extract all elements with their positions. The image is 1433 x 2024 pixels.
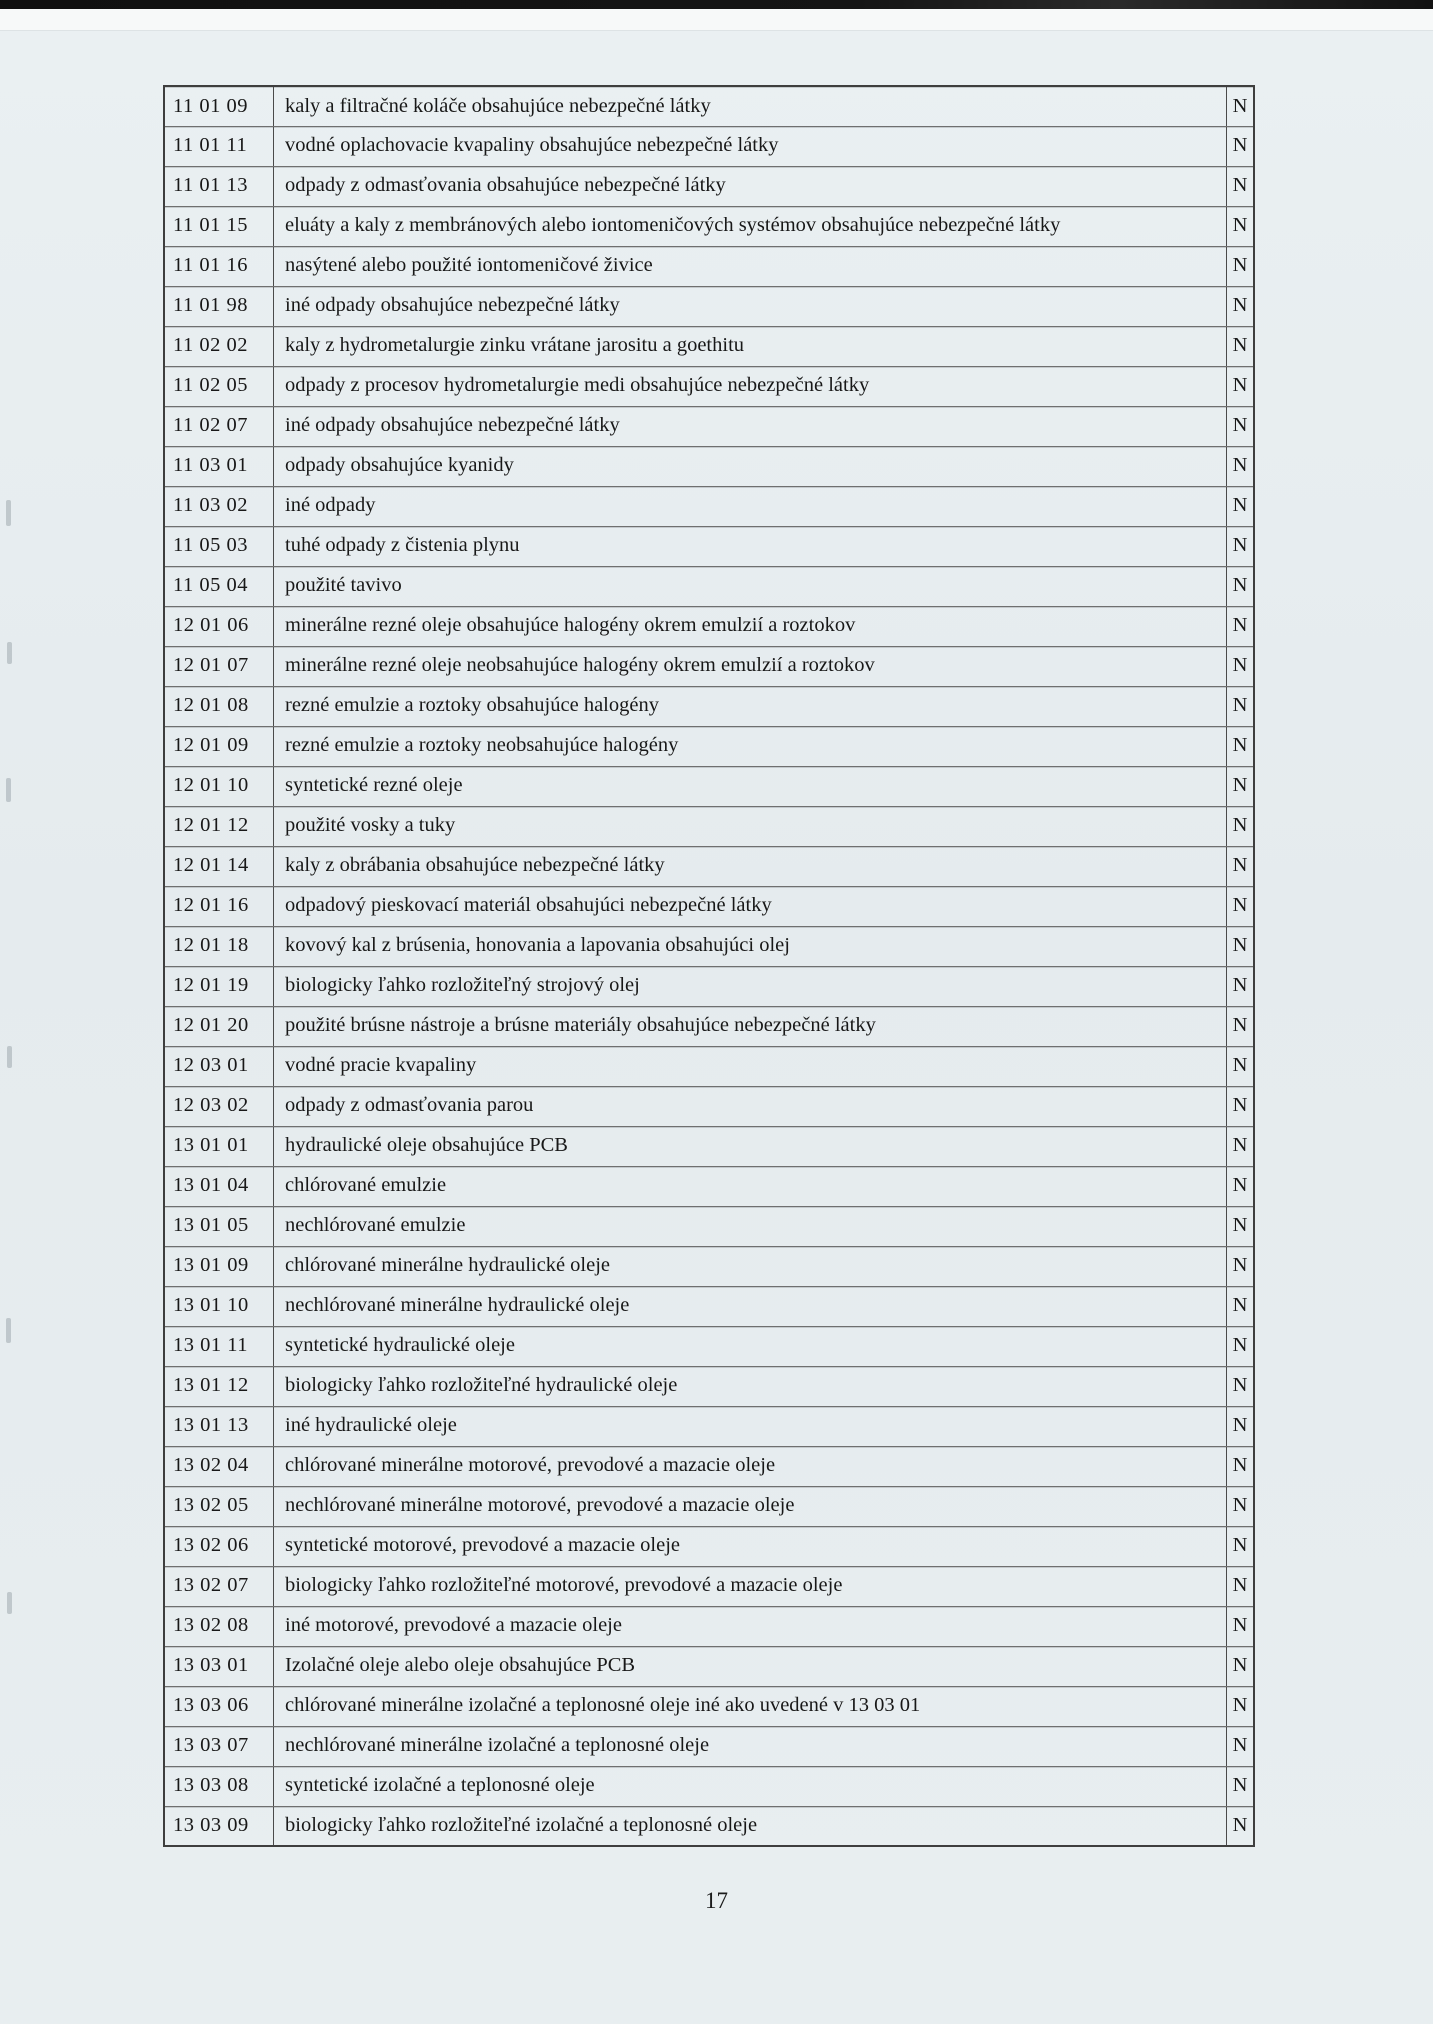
scan-edge-strip <box>0 9 1433 31</box>
scan-artifact-mark <box>6 778 11 802</box>
table-row <box>164 1126 1254 1166</box>
table-row <box>164 766 1254 806</box>
category-cell: N <box>1227 646 1255 686</box>
waste-code-cell: 13 02 04 <box>164 1446 274 1486</box>
table-row <box>164 1806 1254 1846</box>
waste-description-cell: kaly z obrábania obsahujúce nebezpečné látky <box>274 846 1227 886</box>
waste-code-cell: 13 03 09 <box>164 1806 274 1846</box>
waste-code-cell: 12 01 12 <box>164 806 274 846</box>
waste-code-cell: 12 01 08 <box>164 686 274 726</box>
table-row <box>164 406 1254 446</box>
waste-code-cell: 13 01 11 <box>164 1326 274 1366</box>
waste-description-cell: iné odpady <box>274 486 1227 526</box>
waste-code-cell: 12 03 01 <box>164 1046 274 1086</box>
waste-description-cell: tuhé odpady z čistenia plynu <box>274 526 1227 566</box>
table-row <box>164 206 1254 246</box>
waste-code-cell: 12 03 02 <box>164 1086 274 1126</box>
waste-description-cell: nechlórované minerálne hydraulické oleje <box>274 1286 1227 1326</box>
waste-code-cell: 13 01 10 <box>164 1286 274 1326</box>
waste-description-cell: nechlórované emulzie <box>274 1206 1227 1246</box>
waste-code-cell: 12 01 14 <box>164 846 274 886</box>
category-cell: N <box>1227 726 1255 766</box>
category-cell: N <box>1227 166 1255 206</box>
waste-code-cell: 13 03 01 <box>164 1646 274 1686</box>
waste-description-cell: eluáty a kaly z membránových alebo iontomeničových systémov obsahujúce nebezpečné látky <box>274 206 1227 246</box>
table-row <box>164 166 1254 206</box>
scan-artifact-mark <box>6 500 11 526</box>
table-row <box>164 366 1254 406</box>
table-row <box>164 1766 1254 1806</box>
waste-description-cell: syntetické hydraulické oleje <box>274 1326 1227 1366</box>
category-cell: N <box>1227 526 1255 566</box>
table-row <box>164 1566 1254 1606</box>
table-row <box>164 1166 1254 1206</box>
waste-code-cell: 13 02 05 <box>164 1486 274 1526</box>
waste-description-cell: iné hydraulické oleje <box>274 1406 1227 1446</box>
waste-description-cell: iné motorové, prevodové a mazacie oleje <box>274 1606 1227 1646</box>
scan-artifact-mark <box>7 1046 12 1068</box>
table-row <box>164 1526 1254 1566</box>
table-row <box>164 1246 1254 1286</box>
category-cell: N <box>1227 1006 1255 1046</box>
table-body <box>164 86 1254 1846</box>
waste-code-cell: 12 01 10 <box>164 766 274 806</box>
waste-code-cell: 11 01 13 <box>164 166 274 206</box>
table-row <box>164 1646 1254 1686</box>
waste-code-cell: 13 02 06 <box>164 1526 274 1566</box>
table-row <box>164 1606 1254 1646</box>
waste-description-cell: iné odpady obsahujúce nebezpečné látky <box>274 286 1227 326</box>
waste-description-cell: syntetické motorové, prevodové a mazacie oleje <box>274 1526 1227 1566</box>
waste-code-cell: 13 03 06 <box>164 1686 274 1726</box>
waste-description-cell: biologicky ľahko rozložiteľné izolačné a teplonosné oleje <box>274 1806 1227 1846</box>
category-cell: N <box>1227 1086 1255 1126</box>
category-cell: N <box>1227 1486 1255 1526</box>
category-cell: N <box>1227 566 1255 606</box>
waste-description-cell: nechlórované minerálne izolačné a teplonosné oleje <box>274 1726 1227 1766</box>
waste-code-table <box>163 85 1255 1847</box>
waste-code-cell: 11 01 09 <box>164 86 274 126</box>
waste-code-cell: 11 05 03 <box>164 526 274 566</box>
waste-code-cell: 13 01 13 <box>164 1406 274 1446</box>
waste-code-cell: 13 01 01 <box>164 1126 274 1166</box>
category-cell: N <box>1227 766 1255 806</box>
category-cell: N <box>1227 846 1255 886</box>
table-row <box>164 286 1254 326</box>
waste-description-cell: vodné oplachovacie kvapaliny obsahujúce nebezpečné látky <box>274 126 1227 166</box>
category-cell: N <box>1227 486 1255 526</box>
category-cell: N <box>1227 1686 1255 1726</box>
waste-code-cell: 13 01 09 <box>164 1246 274 1286</box>
waste-code-cell: 12 01 19 <box>164 966 274 1006</box>
waste-description-cell: kaly a filtračné koláče obsahujúce nebezpečné látky <box>274 86 1227 126</box>
waste-description-cell: použité brúsne nástroje a brúsne materiály obsahujúce nebezpečné látky <box>274 1006 1227 1046</box>
scan-artifact-mark <box>7 642 12 664</box>
category-cell: N <box>1227 1646 1255 1686</box>
table-row <box>164 566 1254 606</box>
scan-artifact-mark <box>6 1318 11 1343</box>
waste-description-cell: použité tavivo <box>274 566 1227 606</box>
waste-description-cell: rezné emulzie a roztoky neobsahujúce halogény <box>274 726 1227 766</box>
category-cell: N <box>1227 1806 1255 1846</box>
category-cell: N <box>1227 1606 1255 1646</box>
scan-artifact-mark <box>7 1592 12 1614</box>
table-row <box>164 686 1254 726</box>
table-row <box>164 806 1254 846</box>
table-row <box>164 1366 1254 1406</box>
waste-description-cell: odpady obsahujúce kyanidy <box>274 446 1227 486</box>
table-row <box>164 606 1254 646</box>
category-cell: N <box>1227 1526 1255 1566</box>
category-cell: N <box>1227 1246 1255 1286</box>
table-row <box>164 486 1254 526</box>
scan-edge-bar <box>0 0 1433 9</box>
category-cell: N <box>1227 1206 1255 1246</box>
waste-description-cell: minerálne rezné oleje obsahujúce halogény okrem emulzií a roztokov <box>274 606 1227 646</box>
table-row <box>164 1686 1254 1726</box>
waste-code-cell: 12 01 09 <box>164 726 274 766</box>
table-row <box>164 1326 1254 1366</box>
category-cell: N <box>1227 1126 1255 1166</box>
table-row <box>164 1406 1254 1446</box>
waste-description-cell: syntetické izolačné a teplonosné oleje <box>274 1766 1227 1806</box>
table-row <box>164 1286 1254 1326</box>
table-row <box>164 446 1254 486</box>
waste-description-cell: biologicky ľahko rozložiteľné motorové, prevodové a mazacie oleje <box>274 1566 1227 1606</box>
waste-code-cell: 11 01 15 <box>164 206 274 246</box>
waste-description-cell: biologicky ľahko rozložiteľný strojový olej <box>274 966 1227 1006</box>
category-cell: N <box>1227 966 1255 1006</box>
waste-code-cell: 11 03 01 <box>164 446 274 486</box>
category-cell: N <box>1227 126 1255 166</box>
table-row <box>164 1086 1254 1126</box>
category-cell: N <box>1227 206 1255 246</box>
waste-code-cell: 12 01 16 <box>164 886 274 926</box>
waste-description-cell: kovový kal z brúsenia, honovania a lapovania obsahujúci olej <box>274 926 1227 966</box>
category-cell: N <box>1227 1726 1255 1766</box>
table-row <box>164 726 1254 766</box>
waste-description-cell: chlórované minerálne hydraulické oleje <box>274 1246 1227 1286</box>
waste-code-cell: 11 01 16 <box>164 246 274 286</box>
category-cell: N <box>1227 446 1255 486</box>
waste-description-cell: chlórované emulzie <box>274 1166 1227 1206</box>
table-row <box>164 1486 1254 1526</box>
category-cell: N <box>1227 926 1255 966</box>
table-row <box>164 1446 1254 1486</box>
waste-description-cell: chlórované minerálne izolačné a teplonosné oleje iné ako uvedené v 13 03 01 <box>274 1686 1227 1726</box>
page-number: 17 <box>705 1888 728 1913</box>
waste-description-cell: biologicky ľahko rozložiteľné hydraulické oleje <box>274 1366 1227 1406</box>
table-row <box>164 86 1254 126</box>
waste-code-cell: 13 01 12 <box>164 1366 274 1406</box>
category-cell: N <box>1227 1166 1255 1206</box>
waste-code-cell: 12 01 07 <box>164 646 274 686</box>
waste-description-cell: minerálne rezné oleje neobsahujúce halogény okrem emulzií a roztokov <box>274 646 1227 686</box>
waste-code-cell: 11 01 98 <box>164 286 274 326</box>
table-row <box>164 326 1254 366</box>
category-cell: N <box>1227 326 1255 366</box>
waste-description-cell: kaly z hydrometalurgie zinku vrátane jarositu a goethitu <box>274 326 1227 366</box>
table-row <box>164 1206 1254 1246</box>
waste-description-cell: odpady z procesov hydrometalurgie medi obsahujúce nebezpečné látky <box>274 366 1227 406</box>
category-cell: N <box>1227 606 1255 646</box>
waste-code-cell: 13 03 07 <box>164 1726 274 1766</box>
waste-description-cell: nechlórované minerálne motorové, prevodové a mazacie oleje <box>274 1486 1227 1526</box>
table-row <box>164 526 1254 566</box>
waste-description-cell: rezné emulzie a roztoky obsahujúce halogény <box>274 686 1227 726</box>
waste-description-cell: odpady z odmasťovania obsahujúce nebezpečné látky <box>274 166 1227 206</box>
category-cell: N <box>1227 1406 1255 1446</box>
category-cell: N <box>1227 1366 1255 1406</box>
category-cell: N <box>1227 86 1255 126</box>
table-row <box>164 126 1254 166</box>
waste-code-cell: 13 01 04 <box>164 1166 274 1206</box>
category-cell: N <box>1227 366 1255 406</box>
waste-description-cell: použité vosky a tuky <box>274 806 1227 846</box>
table-row <box>164 966 1254 1006</box>
category-cell: N <box>1227 1046 1255 1086</box>
category-cell: N <box>1227 246 1255 286</box>
waste-description-cell: Izolačné oleje alebo oleje obsahujúce PCB <box>274 1646 1227 1686</box>
category-cell: N <box>1227 686 1255 726</box>
category-cell: N <box>1227 886 1255 926</box>
table-row <box>164 886 1254 926</box>
waste-code-cell: 11 02 05 <box>164 366 274 406</box>
table-row <box>164 1006 1254 1046</box>
category-cell: N <box>1227 1326 1255 1366</box>
waste-code-cell: 13 01 05 <box>164 1206 274 1246</box>
category-cell: N <box>1227 1286 1255 1326</box>
waste-description-cell: syntetické rezné oleje <box>274 766 1227 806</box>
table-row <box>164 646 1254 686</box>
waste-description-cell: chlórované minerálne motorové, prevodové a mazacie oleje <box>274 1446 1227 1486</box>
waste-description-cell: iné odpady obsahujúce nebezpečné látky <box>274 406 1227 446</box>
waste-description-cell: nasýtené alebo použité iontomeničové živice <box>274 246 1227 286</box>
waste-code-cell: 11 02 02 <box>164 326 274 366</box>
waste-code-cell: 11 05 04 <box>164 566 274 606</box>
table-row <box>164 846 1254 886</box>
waste-code-cell: 12 01 06 <box>164 606 274 646</box>
waste-description-cell: hydraulické oleje obsahujúce PCB <box>274 1126 1227 1166</box>
waste-code-cell: 12 01 20 <box>164 1006 274 1046</box>
waste-code-cell: 13 03 08 <box>164 1766 274 1806</box>
table-row <box>164 926 1254 966</box>
category-cell: N <box>1227 806 1255 846</box>
waste-code-cell: 11 01 11 <box>164 126 274 166</box>
category-cell: N <box>1227 1766 1255 1806</box>
category-cell: N <box>1227 1446 1255 1486</box>
category-cell: N <box>1227 286 1255 326</box>
category-cell: N <box>1227 406 1255 446</box>
waste-code-cell: 12 01 18 <box>164 926 274 966</box>
waste-description-cell: odpadový pieskovací materiál obsahujúci nebezpečné látky <box>274 886 1227 926</box>
table-row <box>164 246 1254 286</box>
waste-code-cell: 11 03 02 <box>164 486 274 526</box>
waste-code-cell: 11 02 07 <box>164 406 274 446</box>
waste-code-cell: 13 02 08 <box>164 1606 274 1646</box>
category-cell: N <box>1227 1566 1255 1606</box>
table-row <box>164 1046 1254 1086</box>
waste-description-cell: odpady z odmasťovania parou <box>274 1086 1227 1126</box>
table-row <box>164 1726 1254 1766</box>
waste-code-cell: 13 02 07 <box>164 1566 274 1606</box>
waste-description-cell: vodné pracie kvapaliny <box>274 1046 1227 1086</box>
